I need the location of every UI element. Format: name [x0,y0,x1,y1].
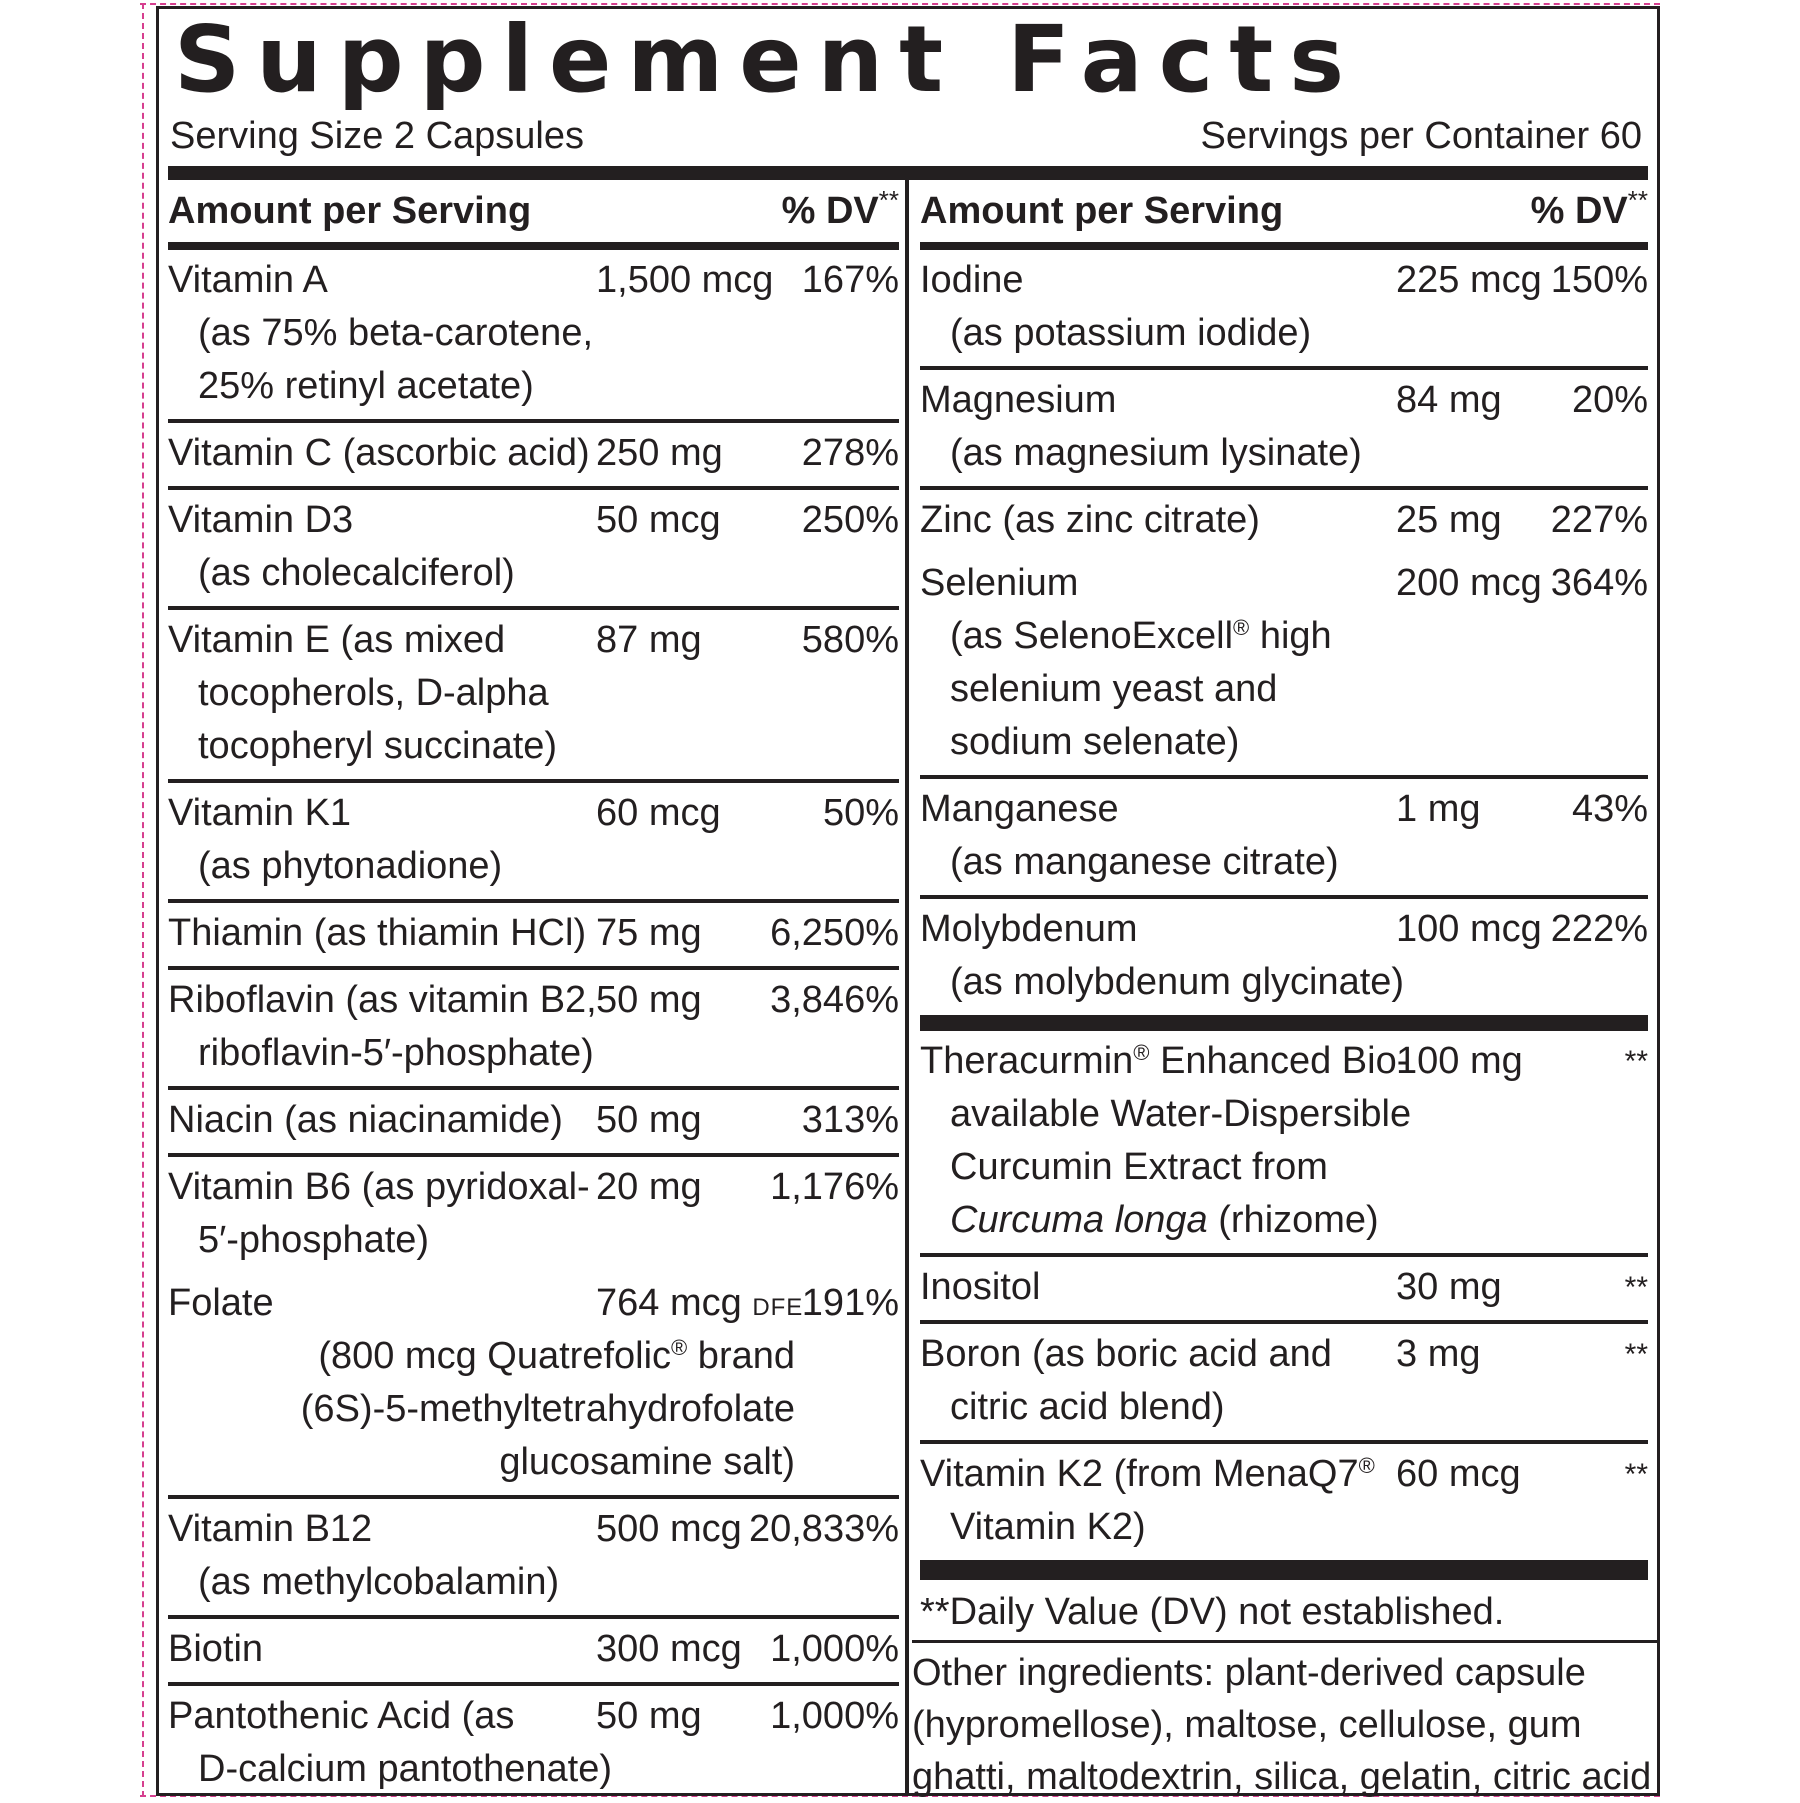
nutrient-dv: 150% [1550,259,1648,301]
nutrient-name: Magnesium [920,379,1117,421]
nutrient-dv: ** [1624,1458,1648,1491]
nutrient-detail: 25% retinyl acetate) [198,365,534,407]
nutrient-row [168,610,899,783]
nutrient-amount: 200 mcg [1396,562,1542,604]
nutrient-detail: available Water-Dispersible Curcumin Extract from Curcuma longa (rhizome) [950,1093,1412,1241]
nutrient-name: Folate [168,1282,274,1324]
nutrient-name: Vitamin K1 [168,792,352,834]
nutrient-amount: 87 mg [596,619,702,661]
right-nutrient-list-a [920,250,1648,553]
nutrient-amount: 50 mcg [596,499,721,541]
nutrient-name: Vitamin A [168,259,328,301]
panel-title: Supplement Facts [174,6,1360,113]
nutrient-dv: 191% [801,1282,899,1324]
section-rule [920,1015,1648,1031]
nutrient-row [168,490,899,610]
nutrient-row-vitamin-k2 [920,1444,1648,1564]
nutrient-dv: 3,846% [770,979,899,1021]
nutrient-row [168,903,899,970]
nutrient-row-inositol [920,1257,1648,1324]
nutrient-dv: 222% [1550,908,1648,950]
nutrient-row-boron [920,1324,1648,1444]
nutrient-dv: 313% [801,1099,899,1141]
nutrient-amount: 100 mg [1396,1040,1523,1082]
nutrient-row [920,490,1648,553]
nutrient-name: Theracurmin® Enhanced Bio- [920,1040,1410,1082]
left-column-header [168,186,899,250]
nutrient-row [168,1090,899,1157]
nutrient-detail: (as manganese citrate) [950,841,1339,883]
nutrient-row-folate [168,1273,899,1499]
nutrient-dv: 6,250% [770,912,899,954]
nutrient-dv: 20% [1571,379,1648,421]
nutrient-row-selenium [920,553,1648,779]
nutrient-amount: 60 mcg [596,792,721,834]
nutrient-amount: 1,500 mcg [596,259,774,301]
nutrient-detail: (as potassium iodide) [950,312,1312,354]
section-rule [920,1564,1648,1580]
nutrient-row-theracurmin [920,1031,1648,1257]
nutrient-detail: (as SelenoExcell® high selenium yeast and sodium selenate) [950,615,1332,763]
daily-value-heading: % DV** [781,185,899,232]
nutrient-name: Manganese [920,788,1119,830]
nutrient-row [168,1619,899,1686]
nutrient-amount: 50 mg [596,1695,702,1737]
nutrient-detail: Vitamin K2) [950,1506,1146,1548]
nutrient-amount: 1 mg [1396,788,1481,830]
other-ingredients: Other ingredients: plant-derived capsule (hypromellose), maltose, cellulose, gum ghatti, maltodextrin, silica, gelatin, citric acid [912,1640,1658,1803]
right-column-header [920,186,1648,250]
nutrient-name: Vitamin E (as mixed [168,619,506,661]
nutrient-amount: 84 mg [1396,379,1502,421]
nutrient-dv: 250% [801,499,899,541]
nutrient-row [168,970,899,1090]
nutrient-amount: 20 mg [596,1166,702,1208]
nutrient-amount: 500 mcg [596,1508,742,1550]
nutrient-detail: (800 mcg Quatrefolic® brand (6S)-5-methyltetrahydrofolate glucosamine salt) [300,1335,795,1483]
nutrient-amount: 60 mcg [1396,1453,1521,1495]
right-nutrient-list-b [920,779,1648,1015]
nutrient-detail: citric acid blend) [950,1386,1225,1428]
nutrient-name: Vitamin C (ascorbic acid) [168,432,590,474]
nutrient-row [168,1499,899,1619]
nutrient-name: Pantothenic Acid (as [168,1695,515,1737]
nutrient-detail: tocopherols, D-alpha [198,672,549,714]
nutrient-dv: 20,833% [748,1508,899,1550]
nutrient-name: Zinc (as zinc citrate) [920,499,1260,541]
nutrient-dv: 580% [801,619,899,661]
nutrient-dv: 43% [1571,788,1648,830]
nutrient-dv: ** [1624,1045,1648,1078]
nutrient-name: Boron (as boric acid and [920,1333,1332,1375]
nutrient-dv: 1,000% [770,1695,899,1737]
nutrient-dv: ** [1624,1338,1648,1371]
nutrient-detail: 5′-phosphate) [198,1219,430,1261]
nutrient-dv: 227% [1550,499,1648,541]
nutrient-name: Vitamin D3 [168,499,354,541]
servings-per-container: Servings per Container 60 [1200,115,1642,157]
nutrient-dv: 1,176% [770,1166,899,1208]
nutrient-dv: 278% [801,432,899,474]
nutrient-amount: 225 mcg [1396,259,1542,301]
nutrient-amount: 75 mg [596,912,702,954]
nutrient-amount: 30 mg [1396,1266,1502,1308]
nutrient-detail: (as methylcobalamin) [198,1561,560,1603]
nutrient-name: Inositol [920,1266,1041,1308]
nutrient-amount: 300 mcg [596,1628,742,1670]
nutrient-detail: tocopheryl succinate) [198,725,558,767]
nutrient-detail: (as cholecalciferol) [198,552,515,594]
nutrient-amount: 25 mg [1396,499,1502,541]
right-column [920,186,1648,1640]
nutrient-row [920,779,1648,899]
nutrient-row [920,250,1648,370]
trim-line-left [142,3,144,1797]
nutrient-row [168,1157,899,1273]
nutrient-name: Niacin (as niacinamide) [168,1099,563,1141]
amount-per-serving-heading: Amount per Serving [920,190,1284,232]
nutrient-name: Vitamin B12 [168,1508,373,1550]
nutrient-name: Vitamin B6 (as pyridoxal- [168,1166,590,1208]
nutrient-name: Molybdenum [920,908,1138,950]
nutrient-dv: 50% [822,792,899,834]
nutrient-row [920,370,1648,490]
left-nutrient-list-a [168,250,899,1273]
nutrient-name: Iodine [920,259,1024,301]
nutrient-name: Vitamin K2 (from MenaQ7® [920,1453,1375,1495]
daily-value-footnote: **Daily Value (DV) not established. [920,1591,1505,1633]
nutrient-amount: 50 mg [596,1099,702,1141]
nutrient-name: Riboflavin (as vitamin B2, [168,979,597,1021]
nutrient-detail: riboflavin-5′-phosphate) [198,1032,594,1074]
header-rule [168,166,1648,180]
nutrient-dv: 1,000% [770,1628,899,1670]
nutrient-name: Selenium [920,562,1079,604]
trim-line-top [140,3,1660,5]
nutrient-dv: 167% [801,259,899,301]
nutrient-detail: (as molybdenum glycinate) [950,961,1405,1003]
nutrient-amount: 50 mg [596,979,702,1021]
nutrient-detail: (as 75% beta-carotene, [198,312,594,354]
nutrient-detail: D-calcium pantothenate) [198,1748,612,1790]
nutrient-amount: 250 mg [596,432,723,474]
daily-value-heading: % DV** [1530,185,1648,232]
column-divider [905,180,909,1796]
nutrient-row [168,783,899,903]
nutrient-row [168,1686,899,1802]
nutrient-row [168,250,899,423]
amount-per-serving-heading: Amount per Serving [168,190,532,232]
nutrient-row [168,423,899,490]
serving-size: Serving Size 2 Capsules [170,115,584,157]
nutrient-amount: 100 mcg [1396,908,1542,950]
nutrient-dv: 364% [1550,562,1648,604]
nutrient-detail: (as phytonadione) [198,845,503,887]
nutrient-detail: (as magnesium lysinate) [950,432,1362,474]
nutrient-name: Thiamin (as thiamin HCl) [168,912,587,954]
nutrient-name: Biotin [168,1628,264,1670]
nutrient-amount: 3 mg [1396,1333,1481,1375]
nutrient-row [920,899,1648,1015]
left-column [168,186,899,1802]
nutrient-amount: 764 mcg DFE [596,1282,804,1324]
nutrient-dv: ** [1624,1271,1648,1304]
left-nutrient-list-b [168,1499,899,1802]
